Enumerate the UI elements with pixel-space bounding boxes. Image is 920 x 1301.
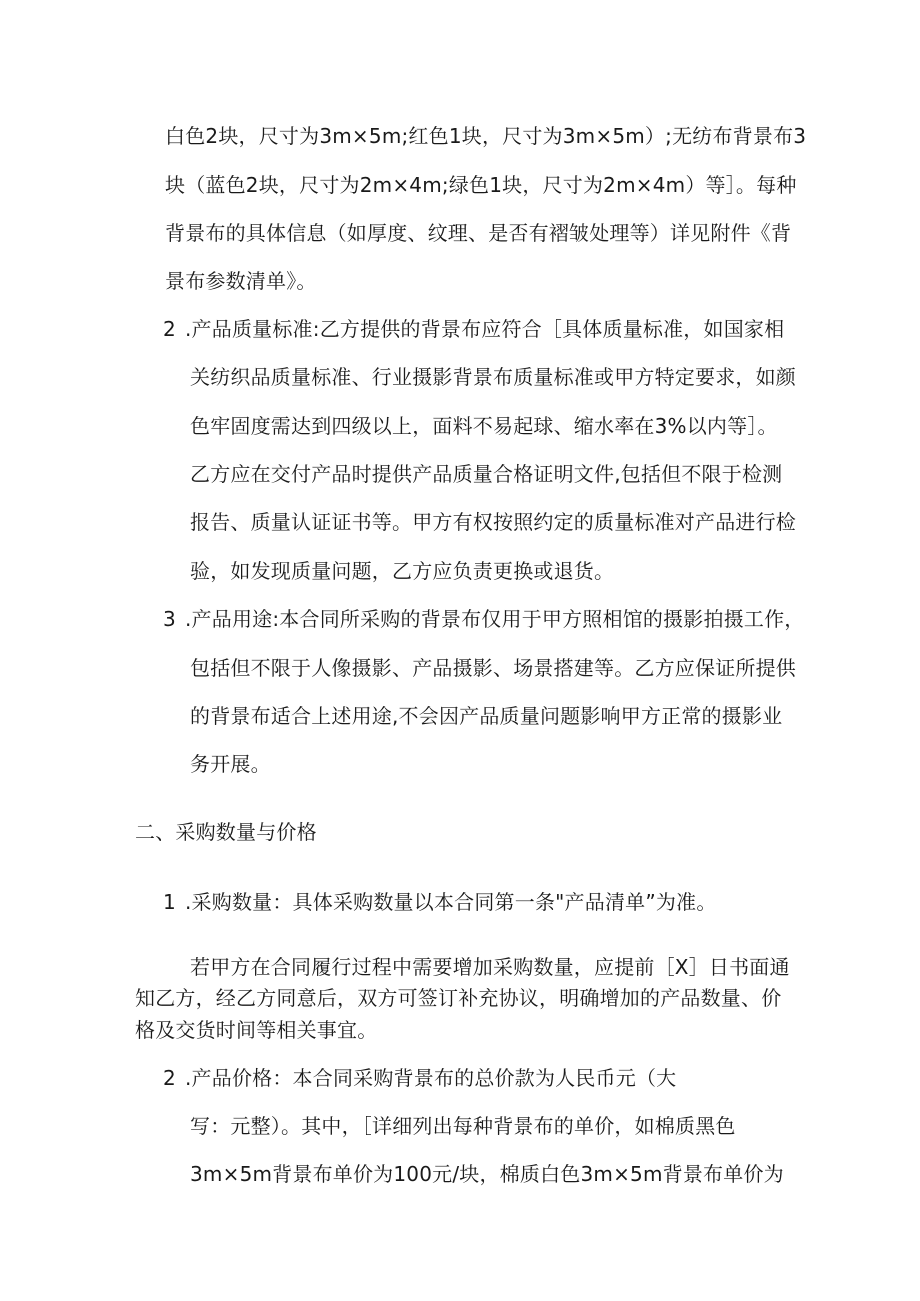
item-2-line-2: 关纺织品质量标准、行业摄影背景布质量标准或甲方特定要求，如颜: [190, 365, 796, 389]
s2-item-1-number: 1: [163, 890, 176, 914]
s2-item-2-line-3: 3m×5m背景布单价为100元/块，棉质白色3m×5m背景布单价为: [190, 1162, 784, 1186]
item-3-line-4: 务开展。: [190, 752, 271, 776]
item-3-first-line: [163, 605, 805, 633]
item-3-line-2: 包括但不限于人像摄影、产品摄影、场景搭建等。乙方应保证所提供: [190, 656, 796, 680]
item-2-first-line: [163, 315, 784, 343]
item-2-line-1: .产品质量标准:乙方提供的背景布应符合［具体质量标准，如国家相: [185, 317, 785, 341]
intro-line-4: 景布参数清单》。: [165, 269, 317, 293]
item-2-line-4: 乙方应在交付产品时提供产品质量合格证明文件,包括但不限于检测: [190, 462, 783, 486]
item-2-line-5: 报告、质量认证证书等。甲方有权按照约定的质量标准对产品进行检: [190, 510, 796, 534]
item-2-line-6: 验，如发现质量问题，乙方应负责更换或退货。: [190, 559, 615, 583]
item-2-number: 2: [163, 317, 176, 341]
s2-item-2-first-line: [163, 1064, 676, 1092]
s2-item-2-number: 2: [163, 1066, 176, 1090]
section-2-heading: 二、采购数量与价格: [135, 820, 317, 844]
s2-para-line-2: 知乙方，经乙方同意后，双方可签订补充协议，明确增加的产品数量、价: [135, 986, 782, 1010]
s2-para-line-3: 格及交货时间等相关事宜。: [135, 1018, 378, 1042]
item-2-line-3: 色牢固度需达到四级以上，面料不易起球、缩水率在3%以内等］。: [190, 414, 778, 438]
s2-para-line-1: 若甲方在合同履行过程中需要增加采购数量，应提前［X］日书面通: [190, 955, 790, 979]
s2-item-2-line-2: 写：元整）。其中，［详细列出每种背景布的单价，如棉质黑色: [190, 1114, 736, 1138]
intro-line-3: 背景布的具体信息（如厚度、纹理、是否有褶皱处理等）详见附件《背: [165, 221, 792, 245]
intro-line-1: 白色2块，尺寸为3m×5m;红色1块，尺寸为3m×5m）;无纺布背景布3: [165, 124, 807, 148]
item-3-line-3: 的背景布适合上述用途,不会因产品质量问题影响甲方正常的摄影业: [190, 704, 783, 728]
s2-item-2-line-1: .产品价格：本合同采购背景布的总价款为人民币元（大: [185, 1066, 677, 1090]
s2-item-1-text: .采购数量：具体采购数量以本合同第一条"产品清单”为准。: [185, 890, 717, 914]
s2-item-1-line: [163, 888, 717, 916]
intro-line-2: 块（蓝色2块，尺寸为2m×4m;绿色1块，尺寸为2m×4m）等］。每种: [165, 173, 797, 197]
item-3-number: 3: [163, 607, 176, 631]
item-3-line-1: .产品用途:本合同所采购的背景布仅用于甲方照相馆的摄影拍摄工作，: [185, 607, 805, 631]
